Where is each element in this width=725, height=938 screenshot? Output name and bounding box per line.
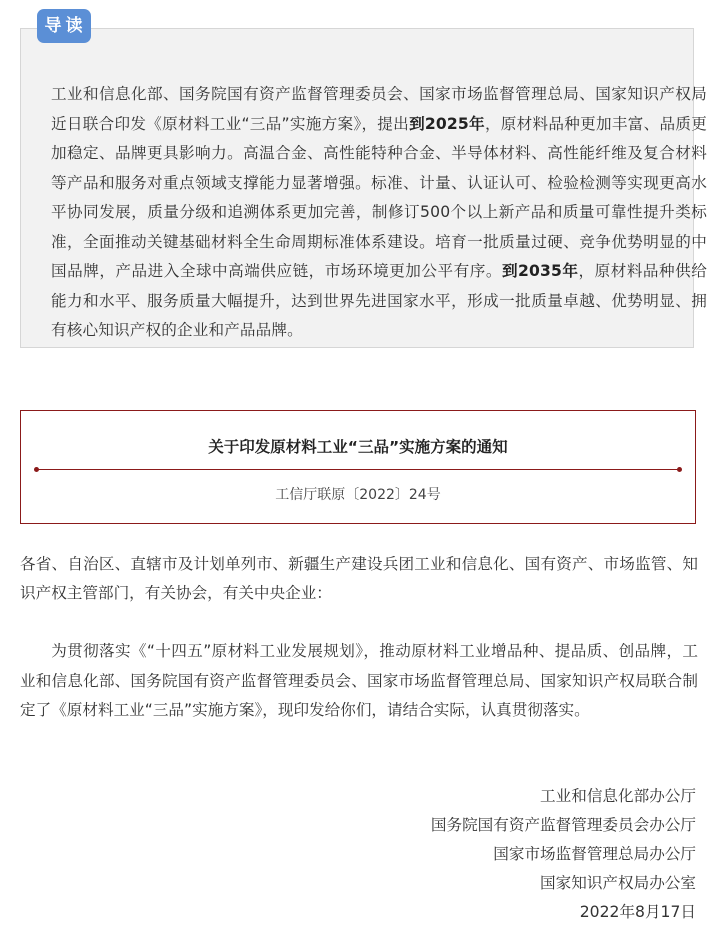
signature-line: 国家市场监督管理总局办公厅 bbox=[493, 845, 696, 863]
intro-segment: 工业和信息化部、国务院国有资产监督管理委员会、国家市场监督管理总局、国家知识产权局近日联合印发《原材料工业“三品”实施方案》，提出 bbox=[51, 85, 707, 133]
intro-box bbox=[20, 28, 707, 348]
intro-highlight-2035: 到2035年 bbox=[501, 262, 579, 280]
notice-title: 关于印发原材料工业“三品”实施方案的通知 bbox=[208, 438, 508, 456]
divider-dot-left bbox=[34, 467, 39, 472]
signature-date: 2022年8月17日 bbox=[579, 903, 696, 921]
recipients-paragraph: 各省、自治区、直辖市及计划单列市、新疆生产建设兵团工业和信息化、国有资产、市场监管、知识产权主管部门，有关协会，有关中央企业： bbox=[20, 555, 698, 602]
signature-block bbox=[431, 782, 696, 927]
signature-line: 国家知识产权局办公室 bbox=[540, 874, 696, 892]
divider-dot-right bbox=[677, 467, 682, 472]
body-paragraph: 为贯彻落实《“十四五”原材料工业发展规划》，推动原材料工业增品种、提品质、创品牌，工业和信息化部、国务院国有资产监督管理委员会、国家市场监督管理总局、国家知识产权局联合制定了《原材料工业“三品”实施方案》，现印发给你们，请结合实际，认真贯彻落实。 bbox=[20, 642, 698, 719]
notice-header-box bbox=[20, 410, 696, 524]
intro-segment: ，原材料品种供给能力和水平、服务质量大幅提升，达到世界先进国家水平，形成一批质量卓越、优势明显、拥有核心知识产权的企业和产品品牌。 bbox=[51, 262, 707, 339]
signature-line: 国务院国有资产监督管理委员会办公厅 bbox=[430, 816, 696, 834]
intro-highlight-2025: 到2025年 bbox=[409, 114, 485, 133]
signature-line: 工业和信息化部办公厅 bbox=[540, 787, 696, 805]
notice-divider bbox=[36, 469, 680, 470]
intro-segment: ，原材料品种更加丰富、品质更加稳定、品牌更具影响力。高温合金、高性能特种合金、半导体材料、高性能纤维及复合材料等产品和服务对重点领域支撑能力显著增强。标准、计量、认证认可、检验检测等实现更高水平协同发展，质量分级和追溯体系更加完善，制修订500个以上新产品和质量可靠性提升类标准，全面推动关键基础材料全生命周期标准体系建设。培育一批质量过硬、竞争优势明显的中国品牌，产品进入全球中高端供应链，市场环境更加公平有序。 bbox=[51, 114, 707, 280]
intro-badge: 导读 bbox=[37, 9, 91, 43]
notice-document-number: 工信厅联原〔2022〕24号 bbox=[275, 487, 441, 503]
intro-text bbox=[51, 80, 707, 346]
